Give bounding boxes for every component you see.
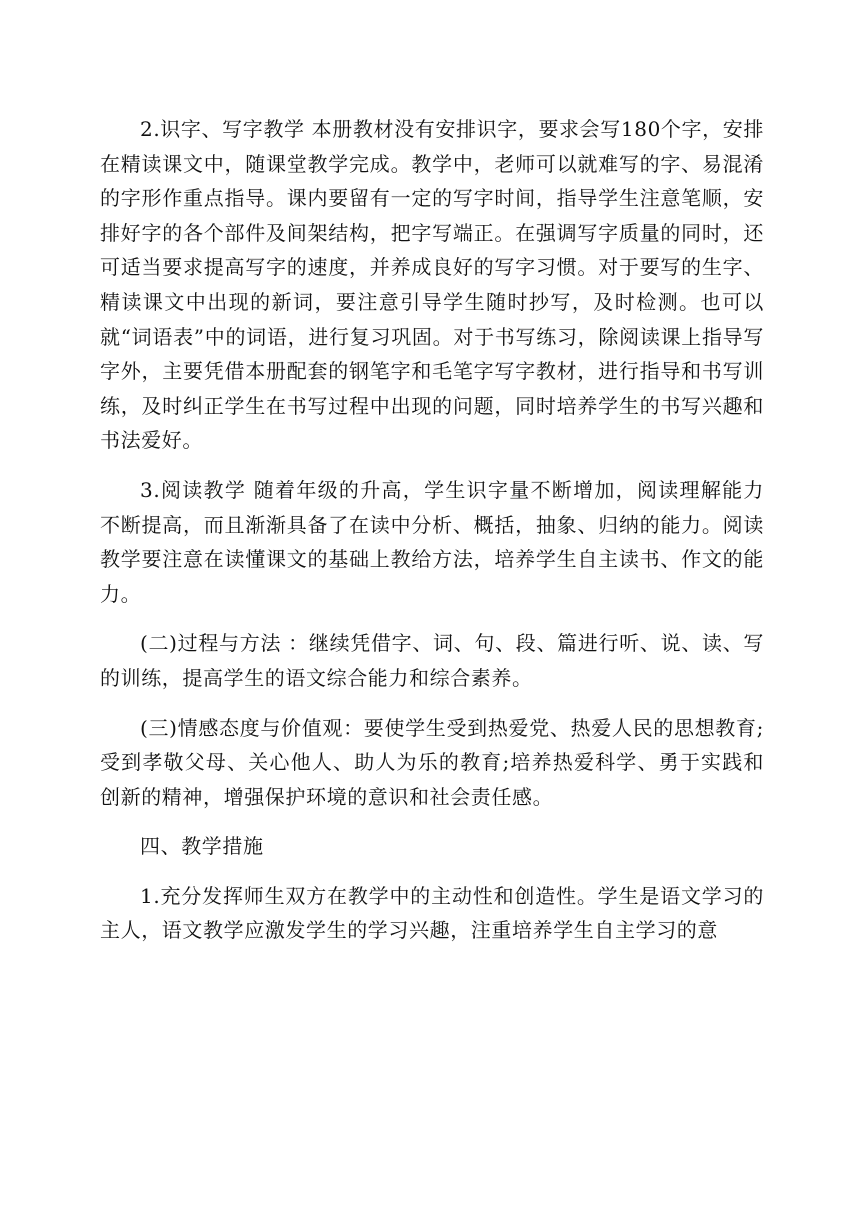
paragraph-process-method: (二)过程与方法 ：继续凭借字、词、句、段、篇进行听、说、读、写的训练，提高学生的语文综合能力和综合素养。 xyxy=(100,631,764,690)
paragraph-literacy-writing: 2.识字、写字教学 本册教材没有安排识字，要求会写180个字，安排在精读课文中，随课堂教学完成。教学中，老师可以就难写的字、易混淆的字形作重点指导。课内要留有一定的写字时间，指导学生注意笔顺，安排好字的各个部件及间架结构，把字写端正。在强调写字质量的同时，还可适当要求提高写字的速度，并养成良好的写字习惯。对于要写的生字、精读课文中出现的新词，要注意引导学生随时抄写，及时检测。也可以就“词语表”中的词语，进行复习巩固。对于书写练习，除阅读课上指导写字外，主要凭借本册配套的钢笔字和毛笔字写字教材，进行指导和书写训练，及时纠正学生在书写过程中出现的问题，同时培养学生的书写兴趣和书法爱好。 xyxy=(100,117,764,453)
paragraph-emotion-values: (三)情感态度与价值观：要使学生受到热爱党、热爱人民的思想教育;受到孝敬父母、关心他人、助人为乐的教育;培养热爱科学、勇于实践和创新的精神，增强保护环境的意识和社会责任感。 xyxy=(100,715,764,809)
paragraph-measure-1: 1.充分发挥师生双方在教学中的主动性和创造性。学生是语文学习的主人，语文教学应激发学生的学习兴趣，注重培养学生自主学习的意 xyxy=(100,883,764,943)
paragraph-reading-teaching: 3.阅读教学 随着年级的升高，学生识字量不断增加，阅读理解能力不断提高，而且渐渐具备了在读中分析、概括，抽象、归纳的能力。阅读教学要注意在读懂课文的基础上教给方法，培养学生自主读书、作文的能力。 xyxy=(100,477,764,606)
section-heading-teaching-measures: 四、教学措施 xyxy=(140,834,264,859)
